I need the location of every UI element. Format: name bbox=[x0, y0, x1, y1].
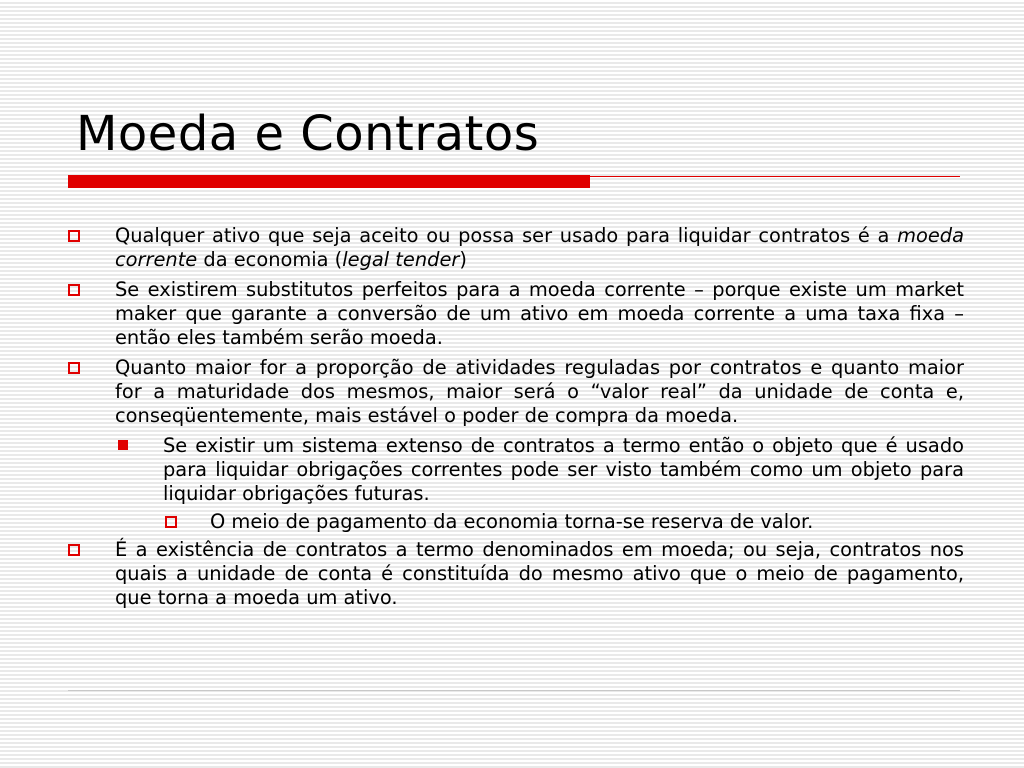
bullet-1-emphasis-moeda-corrente: moeda corrente bbox=[115, 224, 964, 271]
title-underline-thick bbox=[68, 175, 590, 188]
solid-square-bullet-icon bbox=[118, 440, 128, 450]
bullet-item-1 bbox=[60, 224, 964, 272]
bullet-3-text: Quanto maior for a proporção de atividades reguladas por contratos e quanto maior for a maturidade dos mesmos, maior será o “valor real” da unidade de conta e, conseqüentemente, mais estável o poder de compra da moeda. bbox=[115, 356, 964, 427]
bullet-1-emphasis-legal-tender: legal tender bbox=[342, 248, 460, 271]
hollow-square-bullet-icon bbox=[68, 230, 80, 242]
sub-bullet-item-3-1 bbox=[60, 434, 964, 506]
slide-body bbox=[60, 224, 964, 616]
bullet-1-text: Qualquer ativo que seja aceito ou possa ser usado para liquidar contratos é a bbox=[115, 224, 898, 247]
bullet-1-text-end: ) bbox=[459, 248, 467, 271]
slide-title: Moeda e Contratos bbox=[76, 106, 540, 162]
hollow-square-bullet-icon bbox=[68, 362, 80, 374]
bullet-item-2 bbox=[60, 278, 964, 350]
title-underline-thin bbox=[590, 176, 960, 177]
hollow-square-bullet-icon bbox=[165, 516, 177, 528]
sub-bullet-3-1-text: Se existir um sistema extenso de contratos a termo então o objeto que é usado para liquidar obrigações correntes pode ser visto também como um objeto para liquidar obrigações futuras. bbox=[163, 434, 964, 505]
bullet-item-3 bbox=[60, 356, 964, 428]
sub-sub-bullet-3-1-1-text: O meio de pagamento da economia torna-se reserva de valor. bbox=[210, 510, 814, 533]
bullet-item-4 bbox=[60, 538, 964, 610]
sub-sub-bullet-item-3-1-1 bbox=[60, 510, 964, 534]
bullet-2-text: Se existirem substitutos perfeitos para a moeda corrente – porque existe um market maker que garante a conversão de um ativo em moeda corrente a uma taxa fixa – então eles também serão moeda. bbox=[115, 278, 964, 349]
footer-divider bbox=[68, 690, 960, 691]
hollow-square-bullet-icon bbox=[68, 544, 80, 556]
hollow-square-bullet-icon bbox=[68, 284, 80, 296]
bullet-4-text: É a existência de contratos a termo denominados em moeda; ou seja, contratos nos quais a unidade de conta é constituída do mesmo ativo que o meio de pagamento, que torna a moeda um ativo. bbox=[115, 538, 964, 609]
bullet-1-text-continued: da economia ( bbox=[197, 248, 343, 271]
